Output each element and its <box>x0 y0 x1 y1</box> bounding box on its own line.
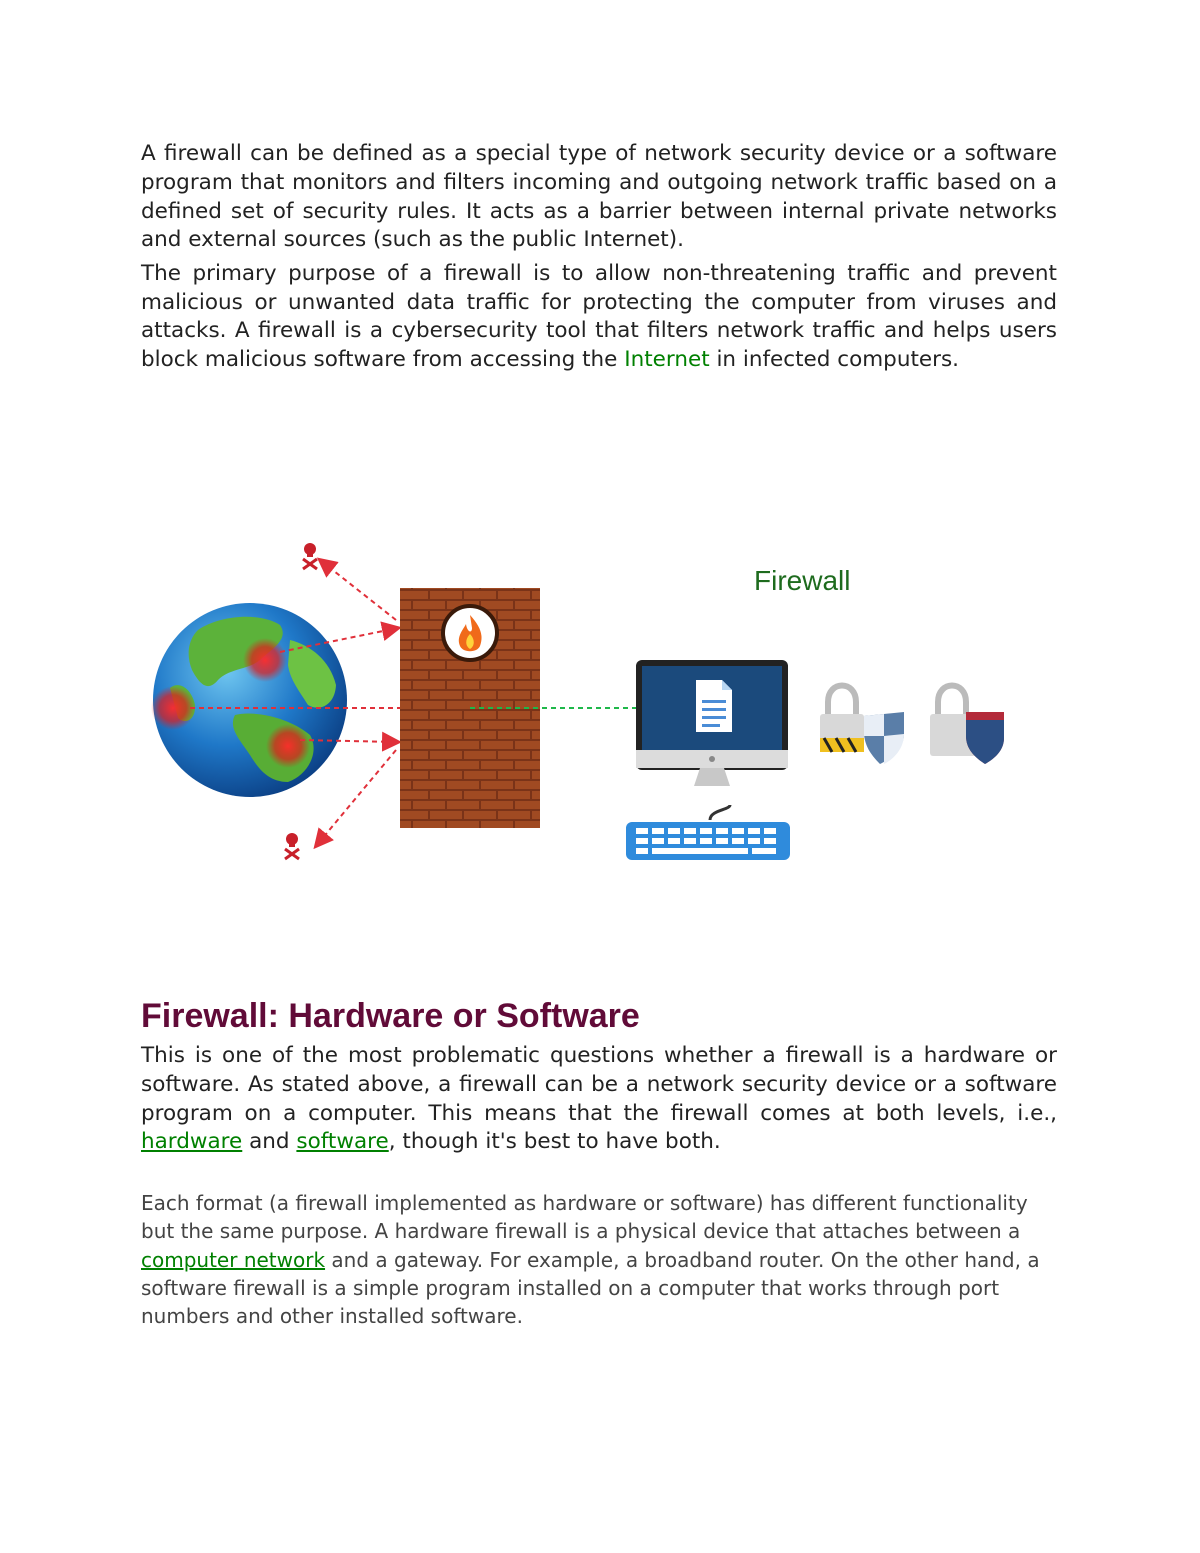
monitor-icon <box>636 660 788 786</box>
hardware-link[interactable]: hardware <box>141 1129 243 1155</box>
intro-paragraph: A firewall can be defined as a special type of network security device or a software program that monitors and filters incoming and outgoing network traffic based on a defined set of security rules. It acts as a barrier between internal private networks and external sources (such as the public Internet). <box>141 141 1057 253</box>
skull-icon <box>285 833 299 859</box>
computer-network-link[interactable]: computer network <box>141 1247 326 1272</box>
p3-text-after: , though it's best to have both. <box>388 1129 721 1155</box>
document-icon <box>696 680 732 732</box>
software-link[interactable]: software <box>296 1129 389 1155</box>
firewall-diagram <box>140 520 1020 890</box>
hardware-software-paragraph <box>141 1042 1057 1157</box>
purpose-paragraph <box>141 260 1057 374</box>
format-paragraph <box>141 1189 1057 1330</box>
purpose-text-before: The primary purpose of a firewall is to allow non-threatening traffic and prevent malicious or unwanted data traffic for protecting the computer from viruses and attacks. A firewall is a cybersecurity tool that filters network traffic and helps users block malicious software from accessing the <box>141 261 1057 372</box>
firewall-label: Firewall <box>754 565 851 596</box>
section-heading: Firewall: Hardware or Software <box>141 997 640 1035</box>
padlock-icon <box>820 686 864 753</box>
keyboard-icon <box>626 805 790 860</box>
p3-text-before: This is one of the most problematic questions whether a firewall is a hardware or software. As stated above, a firewall can be a network security device or a software program on a computer. This means that the firewall comes at both levels, i.e., <box>141 1043 1057 1126</box>
shield-icon <box>966 712 1004 764</box>
p3-text-mid: and <box>242 1129 297 1155</box>
skull-icon <box>303 543 317 569</box>
internet-link[interactable]: Internet <box>624 346 710 372</box>
p4-text-after: and a gateway. For example, a broadband router. On the other hand, a software firewall is a simple program installed on a computer that works through port numbers and other installed software. <box>141 1247 1040 1329</box>
p4-text-before: Each format (a firewall implemented as hardware or software) has different functionality but the same purpose. A hardware firewall is a physical device that attaches between a <box>141 1191 1028 1244</box>
purpose-text-after: in infected computers. <box>709 346 959 372</box>
shield-icon <box>864 712 904 764</box>
globe-icon <box>151 603 347 797</box>
